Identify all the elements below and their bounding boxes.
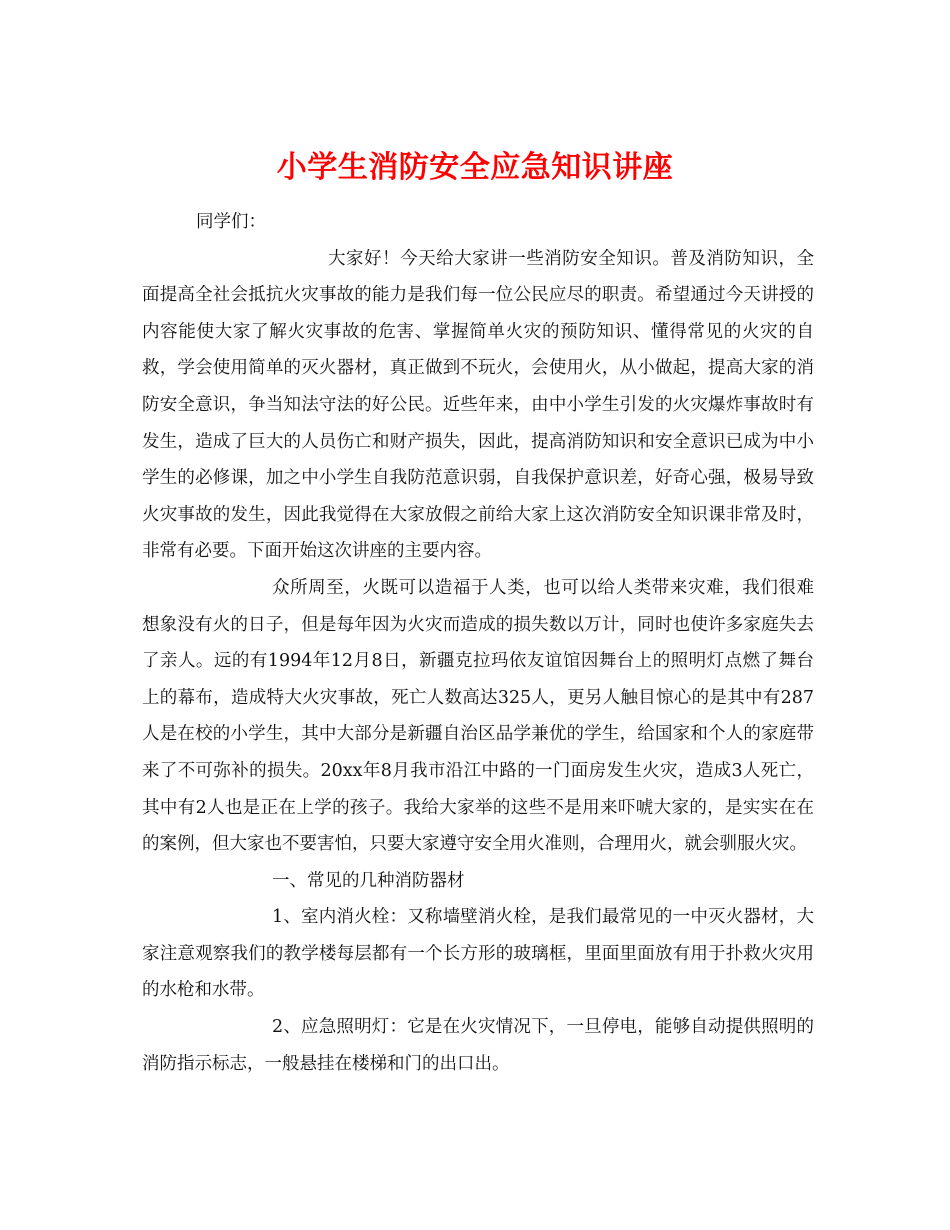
list-item-hydrant: 1、室内消火栓：又称墙壁消火栓，是我们最常见的一中灭火器材，大家注意观察我们的教学楼每层都有一个长方形的玻璃框，里面里面放有用于扑救火灾用的水枪和水带。 [142, 907, 814, 1001]
document-body [142, 204, 814, 1082]
paragraph-background: 众所周至，火既可以造福于人类，也可以给人类带来灾难，我们很难想象没有火的日子，但是每年因为火灾而造成的损失数以万计，同时也使许多家庭失去了亲人。远的有1994年12月8日，新疆克拉玛依友谊馆因舞台上的照明灯点燃了舞台上的幕布，造成特大火灾事故，死亡人数高达325人，更另人触目惊心的是其中有287人是在校的小学生，其中大部分是新疆自治区品学兼优的学生，给国家和个人的家庭带来了不可弥补的损失。20xx年8月我市沿江中路的一门面房发生火灾，造成3人死亡，其中有2人也是正在上学的孩子。我给大家举的这些不是用来吓唬大家的，是实实在在的案例，但大家也不要害怕，只要大家遵守安全用火准则，合理用火，就会驯服火灾。 [142, 577, 814, 855]
list-item-emergency-light: 2、应急照明灯：它是在火灾情况下，一旦停电，能够自动提供照明的消防指示标志，一般悬挂在楼梯和门的出口出。 [142, 1017, 814, 1074]
salutation: 同学们： [196, 212, 266, 232]
document-title: 小学生消防安全应急知识讲座 [276, 150, 674, 186]
paragraph-intro: 大家好！今天给大家讲一些消防安全知识。普及消防知识，全面提高全社会抵抗火灾事故的能力是我们每一位公民应尽的职责。希望通过今天讲授的内容能使大家了解火灾事故的危害、掌握简单火灾的预防知识、懂得常见的火灾的自救，学会使用简单的灭火器材，真正做到不玩火，会使用火，从小做起，提高大家的消防安全意识，争当知法守法的好公民。近些年来，由中小学生引发的火灾爆炸事故时有发生，造成了巨大的人员伤亡和财产损失，因此，提高消防知识和安全意识已成为中小学生的必修课，加之中小学生自我防范意识弱，自我保护意识差，好奇心强，极易导致火灾事故的发生，因此我觉得在大家放假之前给大家上这次消防安全知识课非常及时，非常有必要。下面开始这次讲座的主要内容。 [142, 248, 814, 562]
section-heading: 一、常见的几种消防器材 [272, 870, 465, 891]
